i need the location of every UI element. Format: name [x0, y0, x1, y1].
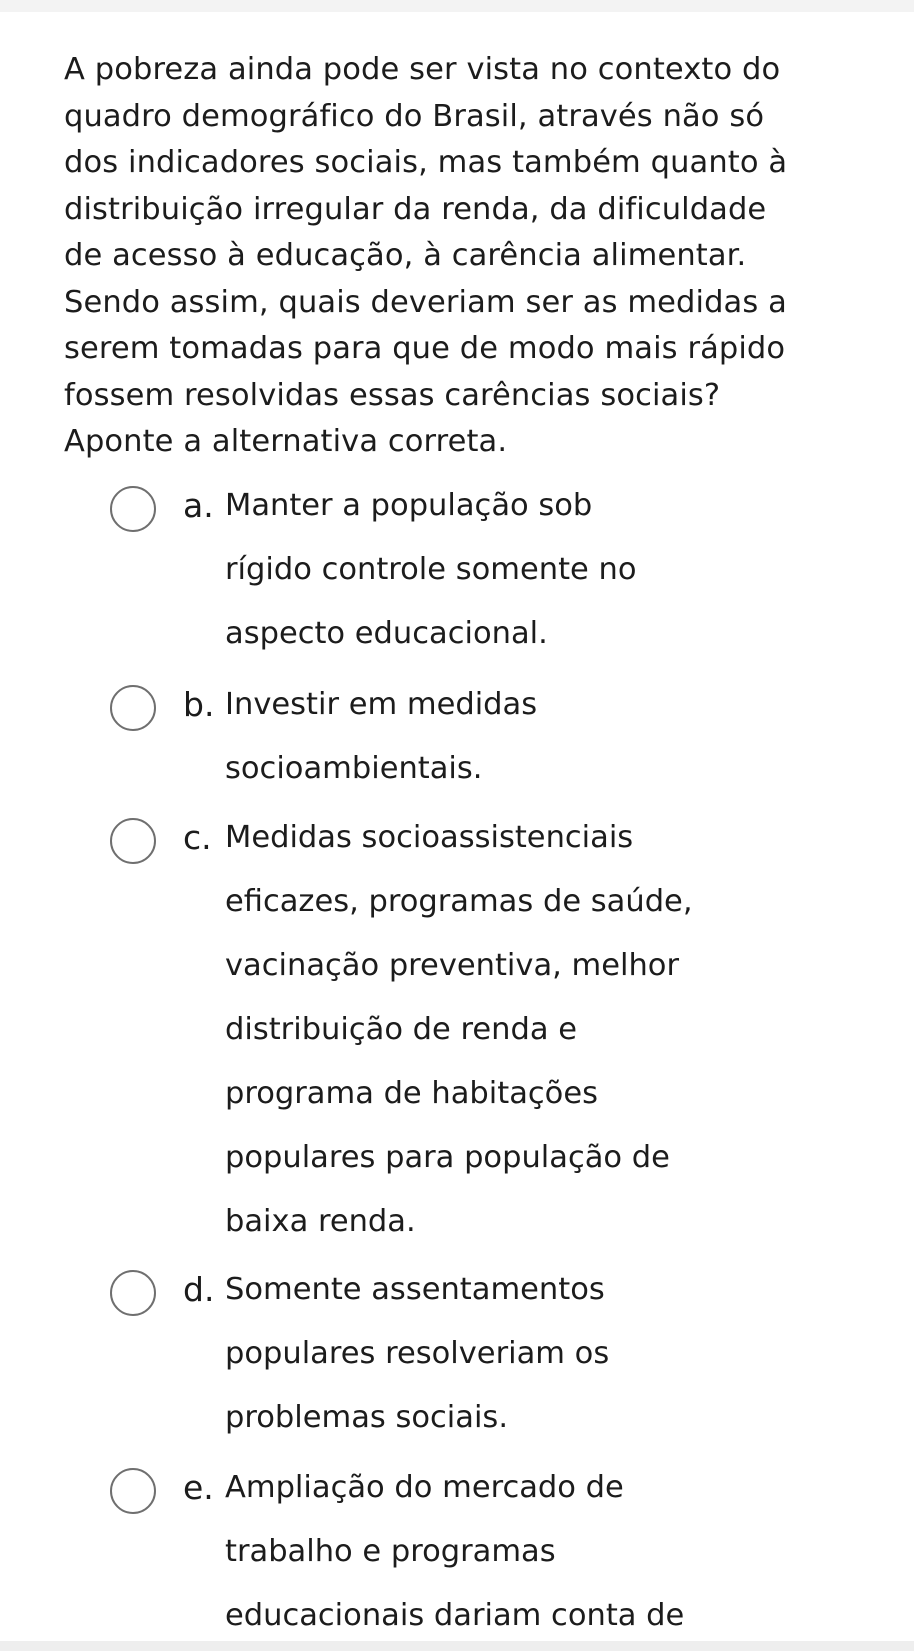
option-a-label[interactable]: Manter a população sob rígido controle somente no aspecto educacional.: [225, 488, 637, 651]
option-e-letter: e.: [183, 1468, 214, 1507]
option-e-radio[interactable]: [110, 1468, 156, 1514]
option-d-letter: d.: [183, 1270, 215, 1309]
option-a-letter: a.: [183, 486, 214, 525]
option-c-radio[interactable]: [110, 818, 156, 864]
option-b-letter: b.: [183, 685, 215, 724]
option-a-radio[interactable]: [110, 486, 156, 532]
option-b-label[interactable]: Investir em medidas socioambientais.: [225, 687, 538, 786]
option-e-label[interactable]: Ampliação do mercado de trabalho e programas educacionais dariam conta de: [225, 1470, 685, 1633]
option-d-label[interactable]: Somente assentamentos populares resolveriam os problemas sociais.: [225, 1272, 610, 1435]
option-d-radio[interactable]: [110, 1270, 156, 1316]
bottom-edge-strip: [0, 1641, 914, 1651]
option-c-label[interactable]: Medidas socioassistenciais eficazes, programas de saúde, vacinação preventiva, melhor distribuição de renda e programa de habitações populares para população de baixa renda.: [225, 820, 693, 1239]
option-c-letter: c.: [183, 818, 212, 857]
top-edge-strip: [0, 0, 914, 12]
question-text: A pobreza ainda pode ser vista no contexto do quadro demográfico do Brasil, através não só dos indicadores sociais, mas também quanto à distribuição irregular da renda, da dificuldade de acesso à educação, à carência alimentar. Sendo assim, quais deveriam ser as medidas a serem tomadas para que de modo mais rápido fossem resolvidas essas carências sociais? Aponte a alternativa correta.: [64, 52, 788, 459]
option-b-radio[interactable]: [110, 685, 156, 731]
